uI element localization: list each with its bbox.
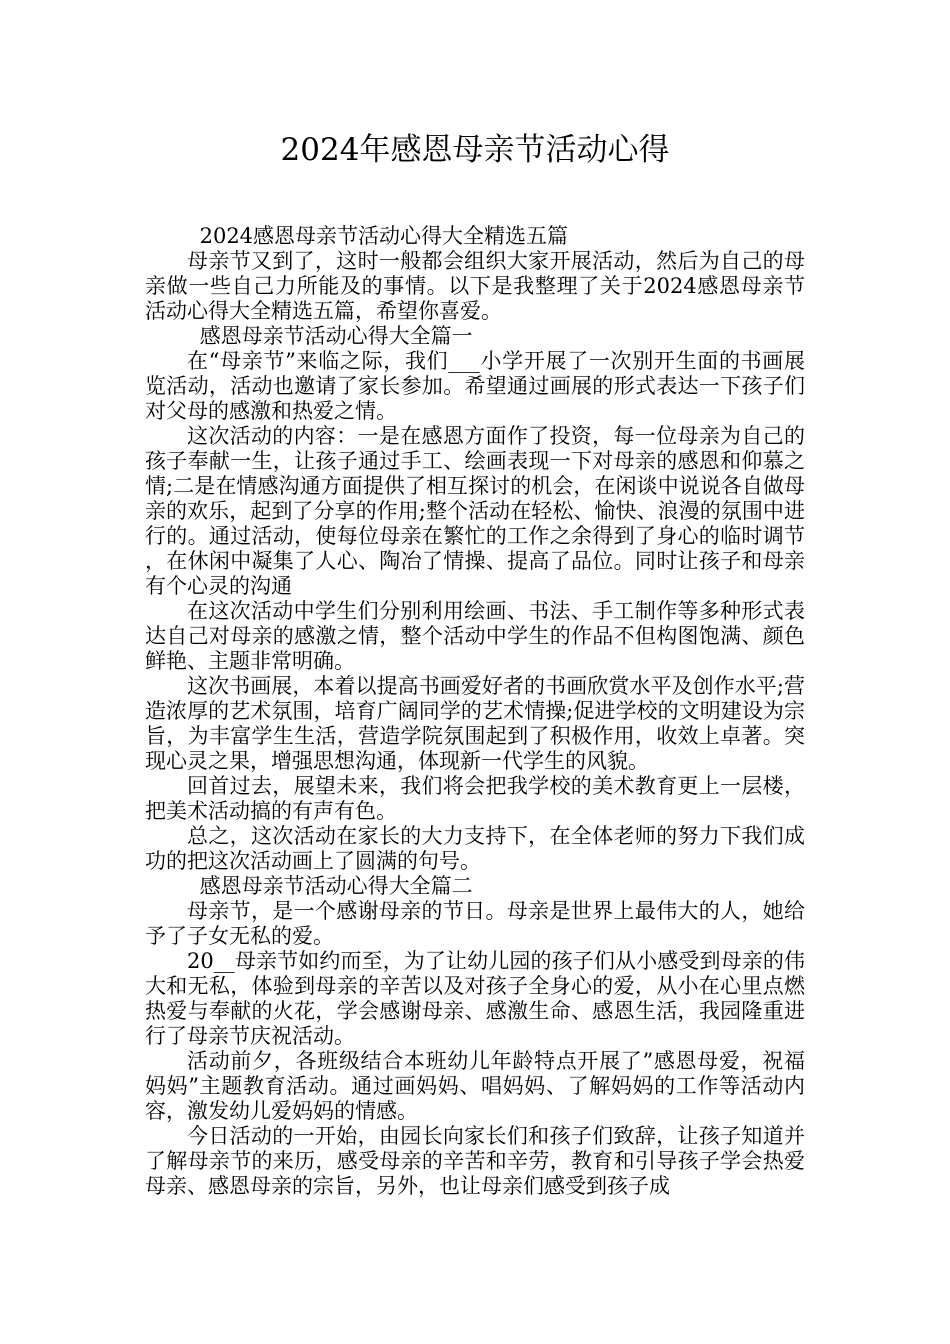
paragraph: 这次活动的内容：一是在感恩方面作了投资，每一位母亲为自己的孩子奉献一生，让孩子通过手工、绘画表现一下对母亲的感恩和仰慕之情;二是在情感沟通方面提供了相互探讨的机会，在闲谈中说说各自做母亲的欢乐，起到了分享的作用;整个活动在轻松、愉快、浪漫的氛围中进行的。通过活动，使每位母亲在繁忙的工作之余得到了身心的临时调节，在休闲中凝集了人心、陶冶了情操、提高了品位。同时让孩子和母亲有个心灵的沟通 — [145, 424, 805, 598]
document-title: 2024年感恩母亲节活动心得 — [280, 132, 670, 168]
paragraph: 20__母亲节如约而至，为了让幼儿园的孩子们从小感受到母亲的伟大和无私，体验到母亲的辛苦以及对孩子全身心的爱，从小在心里点燃热爱与奉献的火花，学会感谢母亲、感激生命、感恩生活，我园隆重进行了母亲节庆祝活动。 — [145, 949, 805, 1048]
paragraph: 母亲节，是一个感谢母亲的节日。母亲是世界上最伟大的人，她给予了子女无私的爱。 — [145, 899, 805, 948]
subtitle: 2024感恩母亲节活动心得大全精选五篇 — [199, 224, 569, 248]
paragraph: 在“母亲节”来临之际，我们___小学开展了一次别开生面的书画展览活动，活动也邀请了家长参加。希望通过画展的形式表达一下孩子们对父母的感激和热爱之情。 — [145, 349, 805, 423]
paragraph: 今日活动的一开始，由园长向家长们和孩子们致辞，让孩子知道并了解母亲节的来历，感受母亲的辛苦和辛劳，教育和引导孩子学会热爱母亲、感恩母亲的宗旨，另外，也让母亲们感受到孩子成 — [145, 1124, 805, 1198]
paragraph: 活动前夕，各班级结合本班幼儿年龄特点开展了”感恩母爱，祝福妈妈”主题教育活动。通过画妈妈、唱妈妈、了解妈妈的工作等活动内容，激发幼儿爱妈妈的情感。 — [145, 1049, 805, 1123]
paragraph: 总之，这次活动在家长的大力支持下，在全体老师的努力下我们成功的把这次活动画上了圆满的句号。 — [145, 824, 805, 873]
intro-paragraph: 母亲节又到了，这时一般都会组织大家开展活动，然后为自己的母亲做一些自己力所能及的事情。以下是我整理了关于2024感恩母亲节活动心得大全精选五篇，希望你喜爱。 — [145, 249, 805, 323]
section-heading-2: 感恩母亲节活动心得大全篇二 — [199, 874, 473, 898]
document-body — [145, 224, 805, 1199]
paragraph: 这次书画展，本着以提高书画爱好者的书画欣赏水平及创作水平;营造浓厚的艺术氛围，培育广阔同学的艺术情操;促进学校的文明建设为宗旨，为丰富学生生活，营造学院氛围起到了积极作用，收效上卓著。突现心灵之果，增强思想沟通，体现新一代学生的风貌。 — [145, 674, 805, 773]
paragraph: 回首过去，展望未来，我们将会把我学校的美术教育更上一层楼，把美术活动搞的有声有色。 — [145, 774, 805, 823]
section-heading-1: 感恩母亲节活动心得大全篇一 — [199, 324, 473, 348]
paragraph: 在这次活动中学生们分别利用绘画、书法、手工制作等多种形式表达自己对母亲的感激之情，整个活动中学生的作品不但构图饱满、颜色鲜艳、主题非常明确。 — [145, 599, 805, 673]
